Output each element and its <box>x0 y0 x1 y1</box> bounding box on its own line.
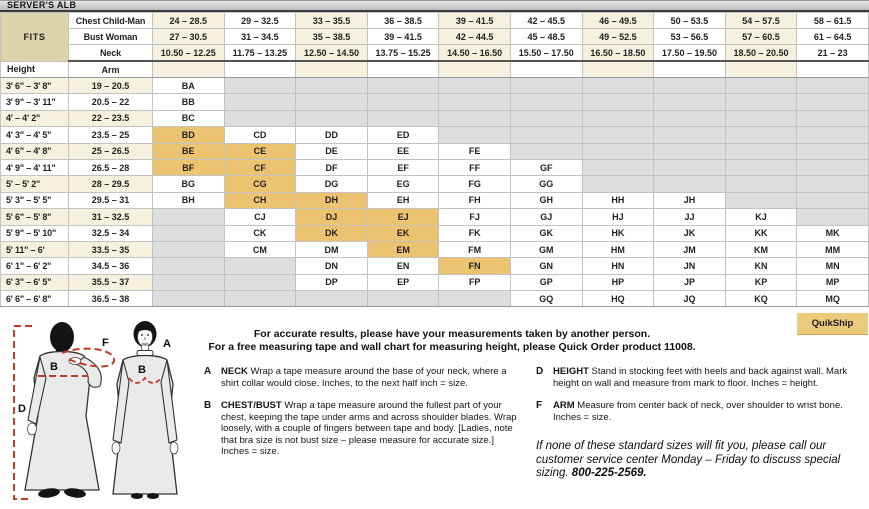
empty-cell <box>725 127 797 143</box>
empty-cell <box>797 209 869 225</box>
size-code-EG: EG <box>367 176 439 192</box>
empty-cell <box>367 110 439 126</box>
table-row <box>1 78 869 94</box>
empty-cell <box>224 78 296 94</box>
size-code-EM: EM <box>367 241 439 257</box>
header-spacer-cell <box>224 61 296 78</box>
size-code-GF: GF <box>510 159 582 175</box>
instruction-key: A <box>204 366 212 377</box>
size-code-HQ: HQ <box>582 291 654 307</box>
table-row <box>1 209 869 225</box>
size-code-JH: JH <box>654 192 726 208</box>
alb-measurement-diagram <box>2 320 188 508</box>
diagram-label-arm: F <box>102 337 109 349</box>
empty-cell <box>153 291 225 307</box>
size-code-JN: JN <box>654 258 726 274</box>
arm-range: 19 – 20.5 <box>69 78 153 94</box>
front-figure-eye-right <box>147 334 149 336</box>
empty-cell <box>654 78 726 94</box>
instruction-key: F <box>536 400 543 411</box>
height-range: 6' 6" – 6' 8" <box>1 291 69 307</box>
size-code-JP: JP <box>654 274 726 290</box>
size-code-HP: HP <box>582 274 654 290</box>
empty-cell <box>582 143 654 159</box>
empty-cell <box>224 110 296 126</box>
empty-cell <box>797 110 869 126</box>
size-code-CE: CE <box>224 143 296 159</box>
arm-range: 35.5 – 37 <box>69 274 153 290</box>
size-code-KN: KN <box>725 258 797 274</box>
arm-range: 22 – 23.5 <box>69 110 153 126</box>
table-row <box>1 94 869 110</box>
empty-cell <box>153 274 225 290</box>
arm-range: 23.5 – 25 <box>69 127 153 143</box>
header-spacer-cell <box>296 61 368 78</box>
header-spacer-cell <box>153 61 225 78</box>
measure-row-label-chest-child-man: Chest Child-Man <box>69 13 153 29</box>
empty-cell <box>654 94 726 110</box>
header-spacer-cell <box>582 61 654 78</box>
header-spacer-cell <box>725 61 797 78</box>
height-range: 5' – 5' 2" <box>1 176 69 192</box>
instruction-item-f <box>536 400 862 423</box>
size-code-EK: EK <box>367 225 439 241</box>
size-code-MQ: MQ <box>797 291 869 307</box>
measure-row-label-neck: Neck <box>69 45 153 62</box>
size-code-HN: HN <box>582 258 654 274</box>
empty-cell <box>582 127 654 143</box>
special-sizing-note <box>536 440 862 481</box>
height-range: 3' 6" – 3' 8" <box>1 78 69 94</box>
empty-cell <box>224 291 296 307</box>
size-code-MM: MM <box>797 241 869 257</box>
empty-cell <box>725 143 797 159</box>
size-code-KP: KP <box>725 274 797 290</box>
fits-label: FITS <box>1 13 69 62</box>
note-text: If none of these standard sizes will fit you, please call our customer service center Monday – Friday to discuss special sizing. <box>536 440 841 479</box>
fit-range-value: 58 – 61.5 <box>797 13 869 29</box>
height-range: 3' 9" – 3' 11" <box>1 94 69 110</box>
size-code-BD: BD <box>153 127 225 143</box>
fit-range-value: 21 – 23 <box>797 45 869 62</box>
size-code-GQ: GQ <box>510 291 582 307</box>
size-code-KK: KK <box>725 225 797 241</box>
table-row <box>1 225 869 241</box>
size-code-FH: FH <box>439 192 511 208</box>
empty-cell <box>582 78 654 94</box>
fit-range-value: 49 – 52.5 <box>582 29 654 45</box>
fit-range-value: 53 – 56.5 <box>654 29 726 45</box>
empty-cell <box>296 110 368 126</box>
empty-cell <box>510 78 582 94</box>
empty-cell <box>296 78 368 94</box>
fit-range-value: 10.50 – 12.25 <box>153 45 225 62</box>
empty-cell <box>367 291 439 307</box>
height-range: 6' 1" – 6' 2" <box>1 258 69 274</box>
size-code-ED: ED <box>367 127 439 143</box>
size-code-FP: FP <box>439 274 511 290</box>
height-range: 5' 3" – 5' 5" <box>1 192 69 208</box>
table-row <box>1 241 869 257</box>
instruction-item-a <box>204 366 520 389</box>
empty-cell <box>153 241 225 257</box>
size-code-KJ: KJ <box>725 209 797 225</box>
instruction-text: ARM Measure from center back of neck, over shoulder to wrist bone. Inches = size. <box>553 400 843 423</box>
fit-range-value: 42 – 45.5 <box>510 13 582 29</box>
height-range: 4' – 4' 2" <box>1 110 69 126</box>
diagram-label-height: D <box>18 403 26 415</box>
empty-cell <box>654 143 726 159</box>
front-figure-eye-left <box>141 334 143 336</box>
instruction-text: NECK Wrap a tape measure around the base of your neck, where a shirt collar would close. Inches, to the next half inch = size. <box>221 366 507 389</box>
empty-cell <box>582 159 654 175</box>
fit-range-value: 35 – 38.5 <box>296 29 368 45</box>
size-code-DJ: DJ <box>296 209 368 225</box>
size-code-GG: GG <box>510 176 582 192</box>
size-code-GH: GH <box>510 192 582 208</box>
front-figure-left-foot <box>131 493 143 499</box>
size-code-BB: BB <box>153 94 225 110</box>
fit-range-value: 39 – 41.5 <box>439 13 511 29</box>
size-code-BG: BG <box>153 176 225 192</box>
size-code-CM: CM <box>224 241 296 257</box>
height-range: 4' 3" – 4' 5" <box>1 127 69 143</box>
size-code-FE: FE <box>439 143 511 159</box>
fit-range-value: 16.50 – 18.50 <box>582 45 654 62</box>
size-code-GJ: GJ <box>510 209 582 225</box>
arm-range: 34.5 – 36 <box>69 258 153 274</box>
empty-cell <box>510 143 582 159</box>
empty-cell <box>654 110 726 126</box>
size-code-EH: EH <box>367 192 439 208</box>
fit-range-value: 57 – 60.5 <box>725 29 797 45</box>
size-code-BE: BE <box>153 143 225 159</box>
empty-cell <box>510 127 582 143</box>
instruction-key: D <box>536 366 544 377</box>
fit-range-value: 42 – 44.5 <box>439 29 511 45</box>
title-bar <box>0 0 869 12</box>
arm-range: 31 – 32.5 <box>69 209 153 225</box>
fit-range-value: 54 – 57.5 <box>725 13 797 29</box>
arm-range: 29.5 – 31 <box>69 192 153 208</box>
empty-cell <box>153 209 225 225</box>
empty-cell <box>725 176 797 192</box>
height-range: 5' 6" – 5' 8" <box>1 209 69 225</box>
table-row <box>1 291 869 307</box>
size-code-DE: DE <box>296 143 368 159</box>
size-code-HH: HH <box>582 192 654 208</box>
size-code-FJ: FJ <box>439 209 511 225</box>
size-code-EN: EN <box>367 258 439 274</box>
size-code-DK: DK <box>296 225 368 241</box>
table-row <box>1 258 869 274</box>
size-code-JK: JK <box>654 225 726 241</box>
empty-cell <box>439 78 511 94</box>
fit-range-value: 29 – 32.5 <box>224 13 296 29</box>
empty-cell <box>582 176 654 192</box>
fit-range-value: 17.50 – 19.50 <box>654 45 726 62</box>
size-code-FM: FM <box>439 241 511 257</box>
front-figure-collar <box>137 351 153 356</box>
size-code-HM: HM <box>582 241 654 257</box>
size-code-EP: EP <box>367 274 439 290</box>
fit-range-value: 45 – 48.5 <box>510 29 582 45</box>
size-code-GP: GP <box>510 274 582 290</box>
instruction-term: CHEST/BUST <box>221 400 282 411</box>
size-code-KM: KM <box>725 241 797 257</box>
empty-cell <box>797 176 869 192</box>
intro-line-1: For accurate results, please have your measurements taken by another person. <box>253 328 651 340</box>
size-code-BA: BA <box>153 78 225 94</box>
intro-line-2: For a free measuring tape and wall chart for measuring height, please Quick Order product 11008. <box>208 341 696 353</box>
arm-range: 25 – 26.5 <box>69 143 153 159</box>
empty-cell <box>725 78 797 94</box>
height-column-header: Height <box>1 61 69 78</box>
header-spacer-cell <box>510 61 582 78</box>
size-code-BH: BH <box>153 192 225 208</box>
front-figure-right-hand <box>170 442 178 454</box>
size-code-MP: MP <box>797 274 869 290</box>
fit-range-value: 11.75 – 13.25 <box>224 45 296 62</box>
fit-range-value: 33 – 35.5 <box>296 13 368 29</box>
size-code-DG: DG <box>296 176 368 192</box>
instruction-term: HEIGHT <box>553 366 589 377</box>
table-row <box>1 192 869 208</box>
size-code-DP: DP <box>296 274 368 290</box>
header-spacer-cell <box>654 61 726 78</box>
diagram-label-neck: A <box>163 338 171 350</box>
size-code-HJ: HJ <box>582 209 654 225</box>
empty-cell <box>296 94 368 110</box>
size-code-DF: DF <box>296 159 368 175</box>
measure-row-label-bust-woman: Bust Woman <box>69 29 153 45</box>
instruction-term: NECK <box>221 366 248 377</box>
header-spacer-cell <box>439 61 511 78</box>
size-code-CG: CG <box>224 176 296 192</box>
empty-cell <box>725 159 797 175</box>
empty-cell <box>797 127 869 143</box>
size-code-KQ: KQ <box>725 291 797 307</box>
header-spacer-cell <box>797 61 869 78</box>
table-row <box>1 110 869 126</box>
empty-cell <box>582 110 654 126</box>
empty-cell <box>367 94 439 110</box>
empty-cell <box>439 110 511 126</box>
arm-range: 28 – 29.5 <box>69 176 153 192</box>
arm-range: 36.5 – 38 <box>69 291 153 307</box>
size-code-CH: CH <box>224 192 296 208</box>
empty-cell <box>224 274 296 290</box>
size-code-DH: DH <box>296 192 368 208</box>
empty-cell <box>296 291 368 307</box>
size-code-CF: CF <box>224 159 296 175</box>
header-spacer-cell <box>367 61 439 78</box>
size-code-JM: JM <box>654 241 726 257</box>
intro-text <box>183 328 721 354</box>
empty-cell <box>797 94 869 110</box>
size-code-MN: MN <box>797 258 869 274</box>
fit-range-value: 27 – 30.5 <box>153 29 225 45</box>
empty-cell <box>654 176 726 192</box>
table-row <box>1 127 869 143</box>
diagram-label-bust: B <box>138 364 146 376</box>
front-figure-right-foot <box>147 493 159 499</box>
size-code-BF: BF <box>153 159 225 175</box>
size-code-GK: GK <box>510 225 582 241</box>
size-code-JQ: JQ <box>654 291 726 307</box>
size-code-GM: GM <box>510 241 582 257</box>
empty-cell <box>582 94 654 110</box>
size-code-FF: FF <box>439 159 511 175</box>
arm-range: 32.5 – 34 <box>69 225 153 241</box>
empty-cell <box>439 94 511 110</box>
size-table <box>0 12 869 307</box>
size-code-FG: FG <box>439 176 511 192</box>
height-range: 6' 3" – 6' 5" <box>1 274 69 290</box>
fit-range-value: 18.50 – 20.50 <box>725 45 797 62</box>
empty-cell <box>725 110 797 126</box>
empty-cell <box>725 192 797 208</box>
empty-cell <box>654 127 726 143</box>
instruction-item-b <box>204 400 520 458</box>
instructions-column-right <box>536 366 862 481</box>
size-code-MK: MK <box>797 225 869 241</box>
empty-cell <box>153 225 225 241</box>
front-figure-left-hand <box>112 442 120 454</box>
size-code-FN: FN <box>439 258 511 274</box>
fit-range-value: 61 – 64.5 <box>797 29 869 45</box>
size-code-JJ: JJ <box>654 209 726 225</box>
empty-cell <box>797 192 869 208</box>
fit-range-value: 36 – 38.5 <box>367 13 439 29</box>
empty-cell <box>797 143 869 159</box>
instruction-term: ARM <box>553 400 575 411</box>
fit-range-value: 24 – 28.5 <box>153 13 225 29</box>
size-code-CD: CD <box>224 127 296 143</box>
empty-cell <box>797 78 869 94</box>
size-code-HK: HK <box>582 225 654 241</box>
fit-range-value: 14.50 – 16.50 <box>439 45 511 62</box>
fit-range-value: 31 – 34.5 <box>224 29 296 45</box>
instruction-key: B <box>204 400 212 411</box>
size-code-EF: EF <box>367 159 439 175</box>
arm-range: 33.5 – 35 <box>69 241 153 257</box>
size-code-CJ: CJ <box>224 209 296 225</box>
fit-range-value: 46 – 49.5 <box>582 13 654 29</box>
empty-cell <box>367 78 439 94</box>
size-code-BC: BC <box>153 110 225 126</box>
fit-range-value: 50 – 53.5 <box>654 13 726 29</box>
arm-range: 20.5 – 22 <box>69 94 153 110</box>
table-row <box>1 159 869 175</box>
height-range: 4' 6" – 4' 8" <box>1 143 69 159</box>
empty-cell <box>654 159 726 175</box>
size-code-DD: DD <box>296 127 368 143</box>
size-code-EJ: EJ <box>367 209 439 225</box>
page-title: SERVER'S ALB <box>7 0 77 10</box>
instructions-column-left <box>204 366 520 469</box>
fit-range-value: 15.50 – 17.50 <box>510 45 582 62</box>
size-code-CK: CK <box>224 225 296 241</box>
empty-cell <box>510 94 582 110</box>
empty-cell <box>725 94 797 110</box>
diagram-label-chest: B <box>50 361 58 373</box>
empty-cell <box>224 258 296 274</box>
size-code-FK: FK <box>439 225 511 241</box>
size-code-DM: DM <box>296 241 368 257</box>
fit-range-value: 12.50 – 14.50 <box>296 45 368 62</box>
height-range: 5' 11" – 6' <box>1 241 69 257</box>
table-row <box>1 143 869 159</box>
size-code-EE: EE <box>367 143 439 159</box>
empty-cell <box>439 127 511 143</box>
instruction-text: HEIGHT Stand in stocking feet with heels and back against wall. Mark height on wall and measure from mark to floor. Inches = height. <box>553 366 848 389</box>
empty-cell <box>153 258 225 274</box>
phone-number: 800-225-2569. <box>568 467 647 479</box>
table-row <box>1 176 869 192</box>
size-code-GN: GN <box>510 258 582 274</box>
size-code-DN: DN <box>296 258 368 274</box>
empty-cell <box>510 110 582 126</box>
instruction-item-d <box>536 366 862 389</box>
arm-range: 26.5 – 28 <box>69 159 153 175</box>
instruction-text: CHEST/BUST Wrap a tape measure around the fullest part of your chest, keeping the tape under arms and across shoulder blades. Wrap loosely, with a couple of fingers between tape and body. [Ladies, note that bra size is not bust size – please measure for accurate size.] Inches = size. <box>221 400 517 457</box>
table-row <box>1 274 869 290</box>
fit-range-value: 39 – 41.5 <box>367 29 439 45</box>
height-range: 5' 9" – 5' 10" <box>1 225 69 241</box>
empty-cell <box>439 291 511 307</box>
arm-column-header: Arm <box>69 61 153 78</box>
height-range: 4' 9" – 4' 11" <box>1 159 69 175</box>
back-figure-left-hand <box>28 423 37 435</box>
empty-cell <box>224 94 296 110</box>
empty-cell <box>797 159 869 175</box>
quikship-badge: QuikShip <box>797 313 868 335</box>
fit-range-value: 13.75 – 15.25 <box>367 45 439 62</box>
